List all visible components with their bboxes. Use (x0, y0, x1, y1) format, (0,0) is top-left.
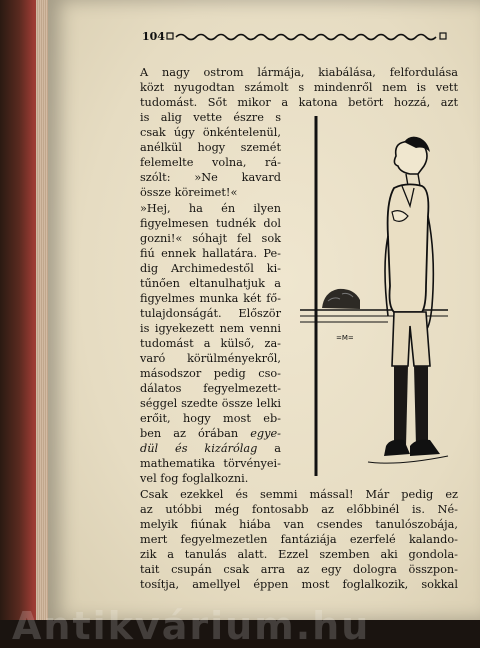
text-line: is alig vette észre s (140, 111, 281, 124)
text-line: tulajdonságát. Először (140, 307, 281, 320)
text-line: szólt: »Ne kavard (140, 171, 281, 184)
text-line: anélkül hogy szemét (140, 141, 281, 154)
text-line: tűnően eltanulhatjuk a (140, 277, 281, 290)
text-line: figyelmesen tudnék dol (140, 217, 281, 230)
emphasis-text: dül és kizárólag (140, 442, 258, 455)
text-line: varó körülményekről, (140, 352, 281, 365)
watermark: Antikvárium.hu (12, 604, 371, 648)
text-line: Csak ezekkel és semmi mással! Már pedig ez (140, 488, 458, 501)
header-ornament (166, 32, 450, 42)
text-line: dálatos fegyelmezett- (140, 382, 281, 395)
text-line: tudomást. Sőt mikor a katona betört hozzá, azt (140, 96, 458, 109)
text-line: felemelte volna, rá- (140, 156, 281, 169)
text-line: A nagy ostrom lármája, kiabálása, felfordulása (140, 66, 458, 79)
text-line: mert fegyelmezetlen fantáziája ezerfelé kalando- (140, 533, 458, 546)
text-line: fiú ennek hallatára. Pe- (140, 247, 281, 260)
page-number: 104 (142, 30, 165, 43)
text-line: is igyekezett nem venni (140, 322, 281, 335)
text-line: tosítja, amellyel éppen most foglalkozik, sokkal (140, 578, 458, 591)
text-line: közt nyugodtan számolt s mindenről nem is vett (140, 81, 458, 94)
text-line: csak úgy önkéntelenül, (140, 126, 281, 139)
text-line: gozni!« sóhajt fel sok (140, 232, 281, 245)
svg-text:=M=: =M= (336, 334, 354, 342)
text-line: az utóbbi még fontosabb az előbbinél is. Né- (140, 503, 458, 516)
text-line-with-emphasis: ben az órában egye- (140, 427, 281, 440)
text-line: tudomást a külső, za- (140, 337, 281, 350)
text-line: zik a tanulás alatt. Ezzel szemben aki gondola- (140, 548, 458, 561)
text-line-with-emphasis: dül és kizárólag a (140, 442, 282, 455)
boy-illustration (298, 116, 458, 482)
text-line: össze köreimet!« (140, 186, 238, 199)
text-line: séggel szedte össze lelki (140, 397, 281, 410)
text-line: mathematika törvényei- (140, 457, 281, 470)
page-header (142, 30, 452, 46)
text-line: erőit, hogy most eb- (140, 412, 281, 425)
text-line: másodszor pedig cso- (140, 367, 281, 380)
text-line: dig Archimedestől ki- (140, 262, 281, 275)
text-line: vel fog foglalkozni. (140, 472, 249, 485)
text-line: melyik fiúnak hiába van csendes tanulószobája, (140, 518, 458, 531)
emphasis-text: egye- (250, 427, 281, 440)
text-line: »Hej, ha én ilyen (140, 202, 281, 215)
text-line: figyelmes munka két fő- (140, 292, 281, 305)
text-line: tait csupán csak arra az egy dologra összpon- (140, 563, 458, 576)
